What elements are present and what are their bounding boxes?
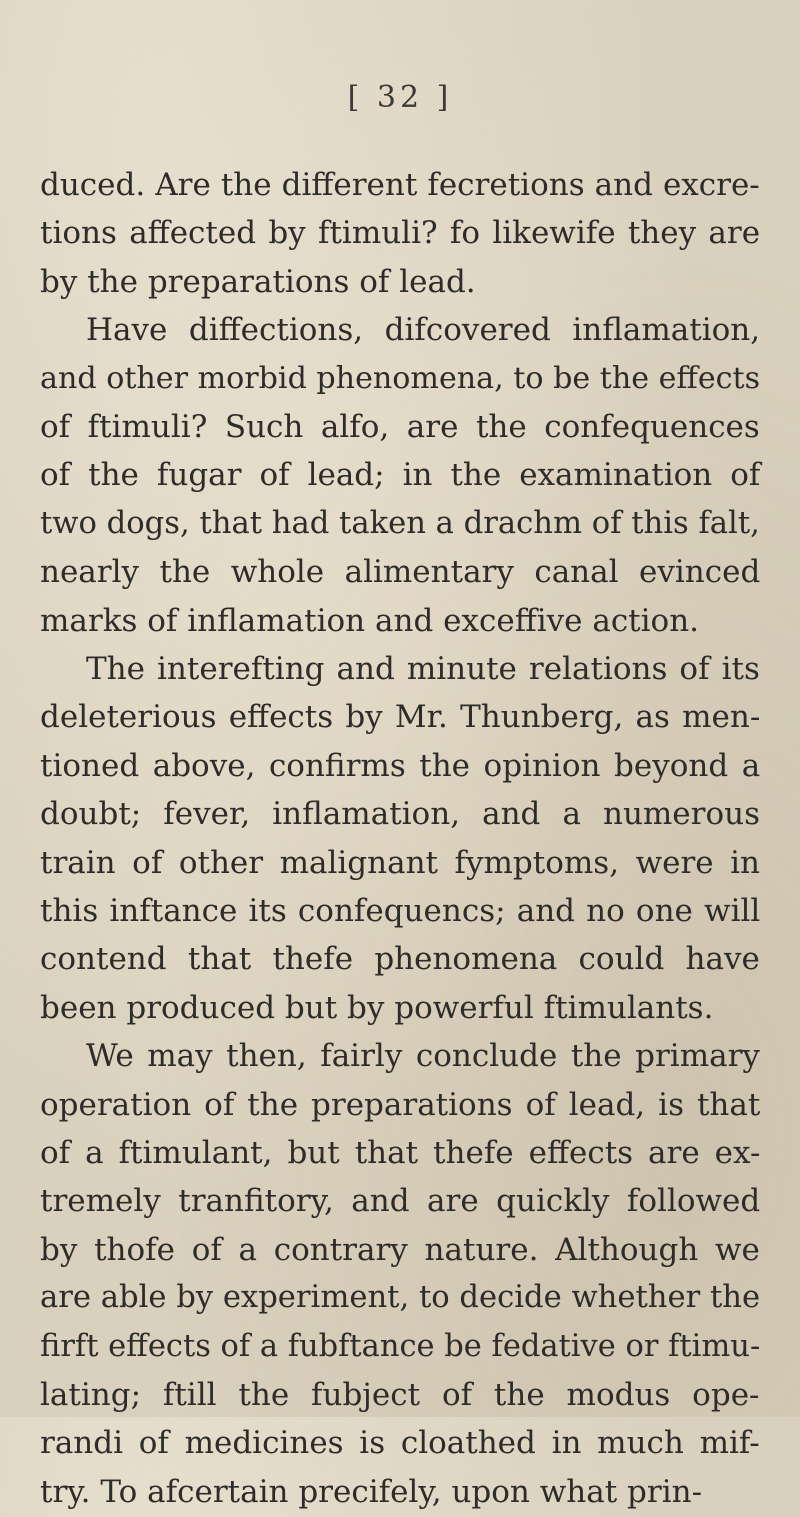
text-line: We may then, fairly conclude the primary [86, 1038, 760, 1075]
text-line: try. To afcertain precifely, upon what prin- [40, 1473, 703, 1510]
text-line: tions affected by ftimuli? fo likewife they are [40, 215, 761, 252]
text-line: Have diffections, difcovered inflamation, [86, 312, 761, 349]
text-line: of the fugar of lead; in the examination of [40, 457, 761, 494]
text-line: contend that thefe phenomena could have [40, 941, 760, 978]
text-line: are able by experiment, to decide whether the [40, 1280, 761, 1316]
text-line: duced. Are the different fecretions and excre- [40, 167, 760, 203]
text-line: operation of the preparations of lead, is that [40, 1086, 761, 1123]
text-line: two dogs, that had taken a drachm of this falt, [40, 505, 760, 541]
text-line: of ftimuli? Such alfo, are the confequences [40, 409, 760, 445]
text-line: deleterious effects by Mr. Thunberg, as men- [40, 699, 761, 736]
text-line: this inftance its confequencs; and no one will [40, 893, 761, 929]
text-line: and other morbid phenomena, to be the effects [40, 360, 761, 396]
text-line: firft effects of a fubftance be fedative or ftimu- [40, 1328, 761, 1364]
text-line: tioned above, confirms the opinion beyond a [40, 747, 761, 784]
text-line: tremely tranfitory, and are quickly followed [40, 1183, 761, 1220]
text-line: train of other malignant fymptoms, were in [40, 844, 761, 881]
text-line: of a ftimulant, but that thefe effects are ex- [40, 1135, 761, 1171]
text-line: nearly the whole alimentary canal evinced [40, 554, 761, 591]
text-line: lating; ftill the fubject of the modus ope- [40, 1377, 760, 1413]
page-number: [ 32 ] [347, 80, 453, 115]
text-line: marks of inflamation and exceffive action. [40, 602, 700, 639]
text-line: doubt; fever, inflamation, and a numerous [40, 796, 761, 833]
text-line: randi of medicines is cloathed in much mif- [40, 1425, 760, 1462]
text-line: by the preparations of lead. [40, 263, 476, 300]
text-line: by thofe of a contrary nature. Although we [40, 1231, 760, 1268]
text-line: been produced but by powerful ftimulants. [40, 989, 714, 1026]
text-line: The interefting and minute relations of its [86, 651, 760, 687]
